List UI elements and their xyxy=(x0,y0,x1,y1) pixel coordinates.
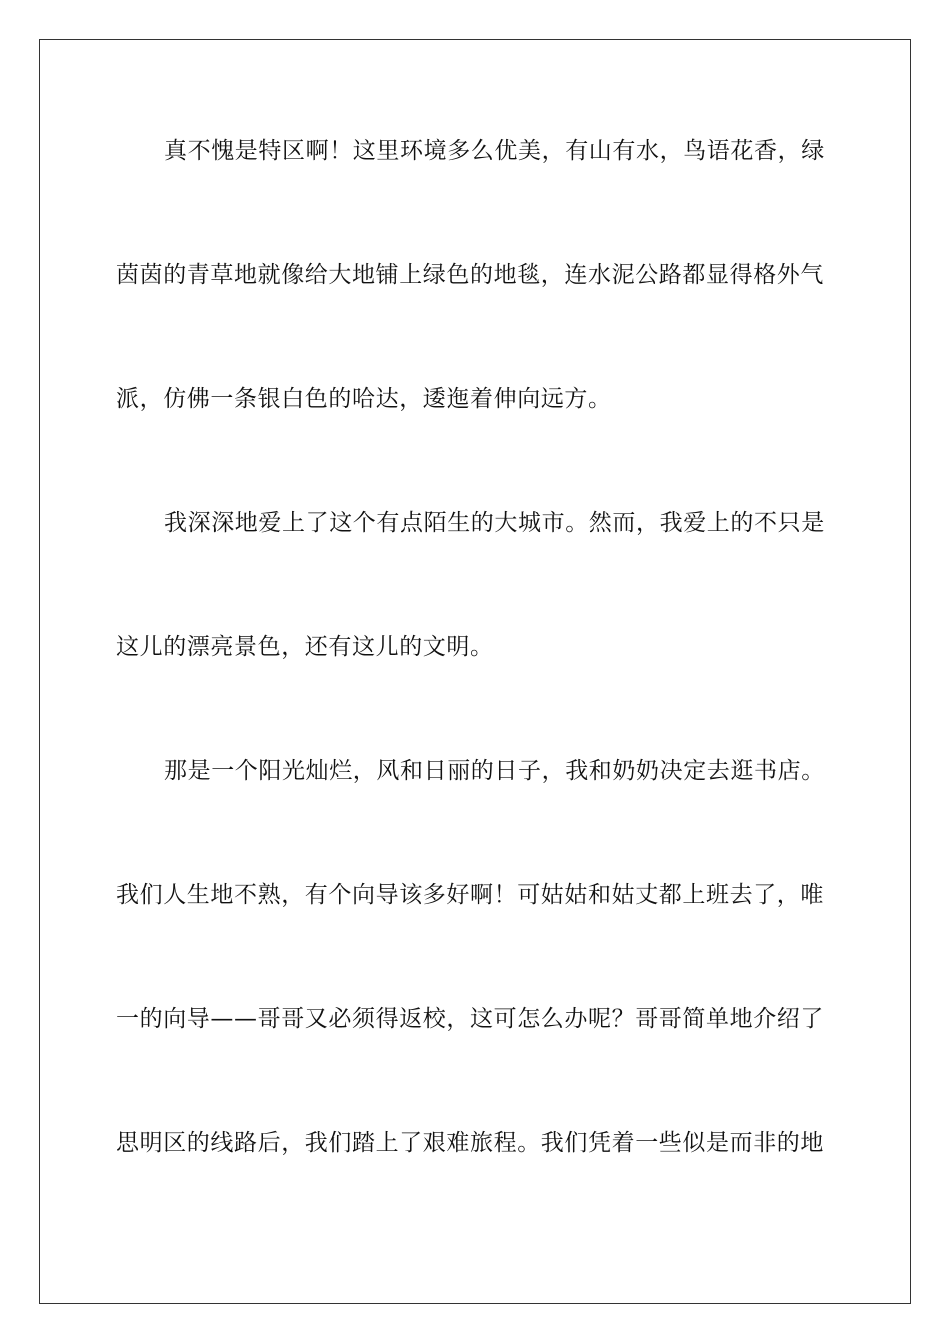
paragraph-1-line-2: 茵茵的青草地就像给大地铺上绿色的地毯，连水泥公路都显得格外气 xyxy=(116,262,824,288)
paragraph-1-line-3: 派，仿佛一条银白色的哈达，逶迤着伸向远方。 xyxy=(116,386,612,412)
paragraph-3-line-1: 那是一个阳光灿烂，风和日丽的日子，我和奶奶决定去逛书店。 xyxy=(164,758,825,784)
page-border xyxy=(39,39,911,1304)
paragraph-3-line-2: 我们人生地不熟，有个向导该多好啊！可姑姑和姑丈都上班去了，唯 xyxy=(116,882,824,908)
paragraph-2-line-1: 我深深地爱上了这个有点陌生的大城市。然而，我爱上的不只是 xyxy=(164,510,825,536)
paragraph-1-line-1: 真不愧是特区啊！这里环境多么优美，有山有水，鸟语花香，绿 xyxy=(164,138,825,164)
paragraph-3-line-3: 一的向导——哥哥又必须得返校，这可怎么办呢？哥哥简单地介绍了 xyxy=(116,1006,824,1032)
paragraph-3-line-4: 思明区的线路后，我们踏上了艰难旅程。我们凭着一些似是而非的地 xyxy=(116,1130,824,1156)
paragraph-2-line-2: 这儿的漂亮景色，还有这儿的文明。 xyxy=(116,634,494,660)
